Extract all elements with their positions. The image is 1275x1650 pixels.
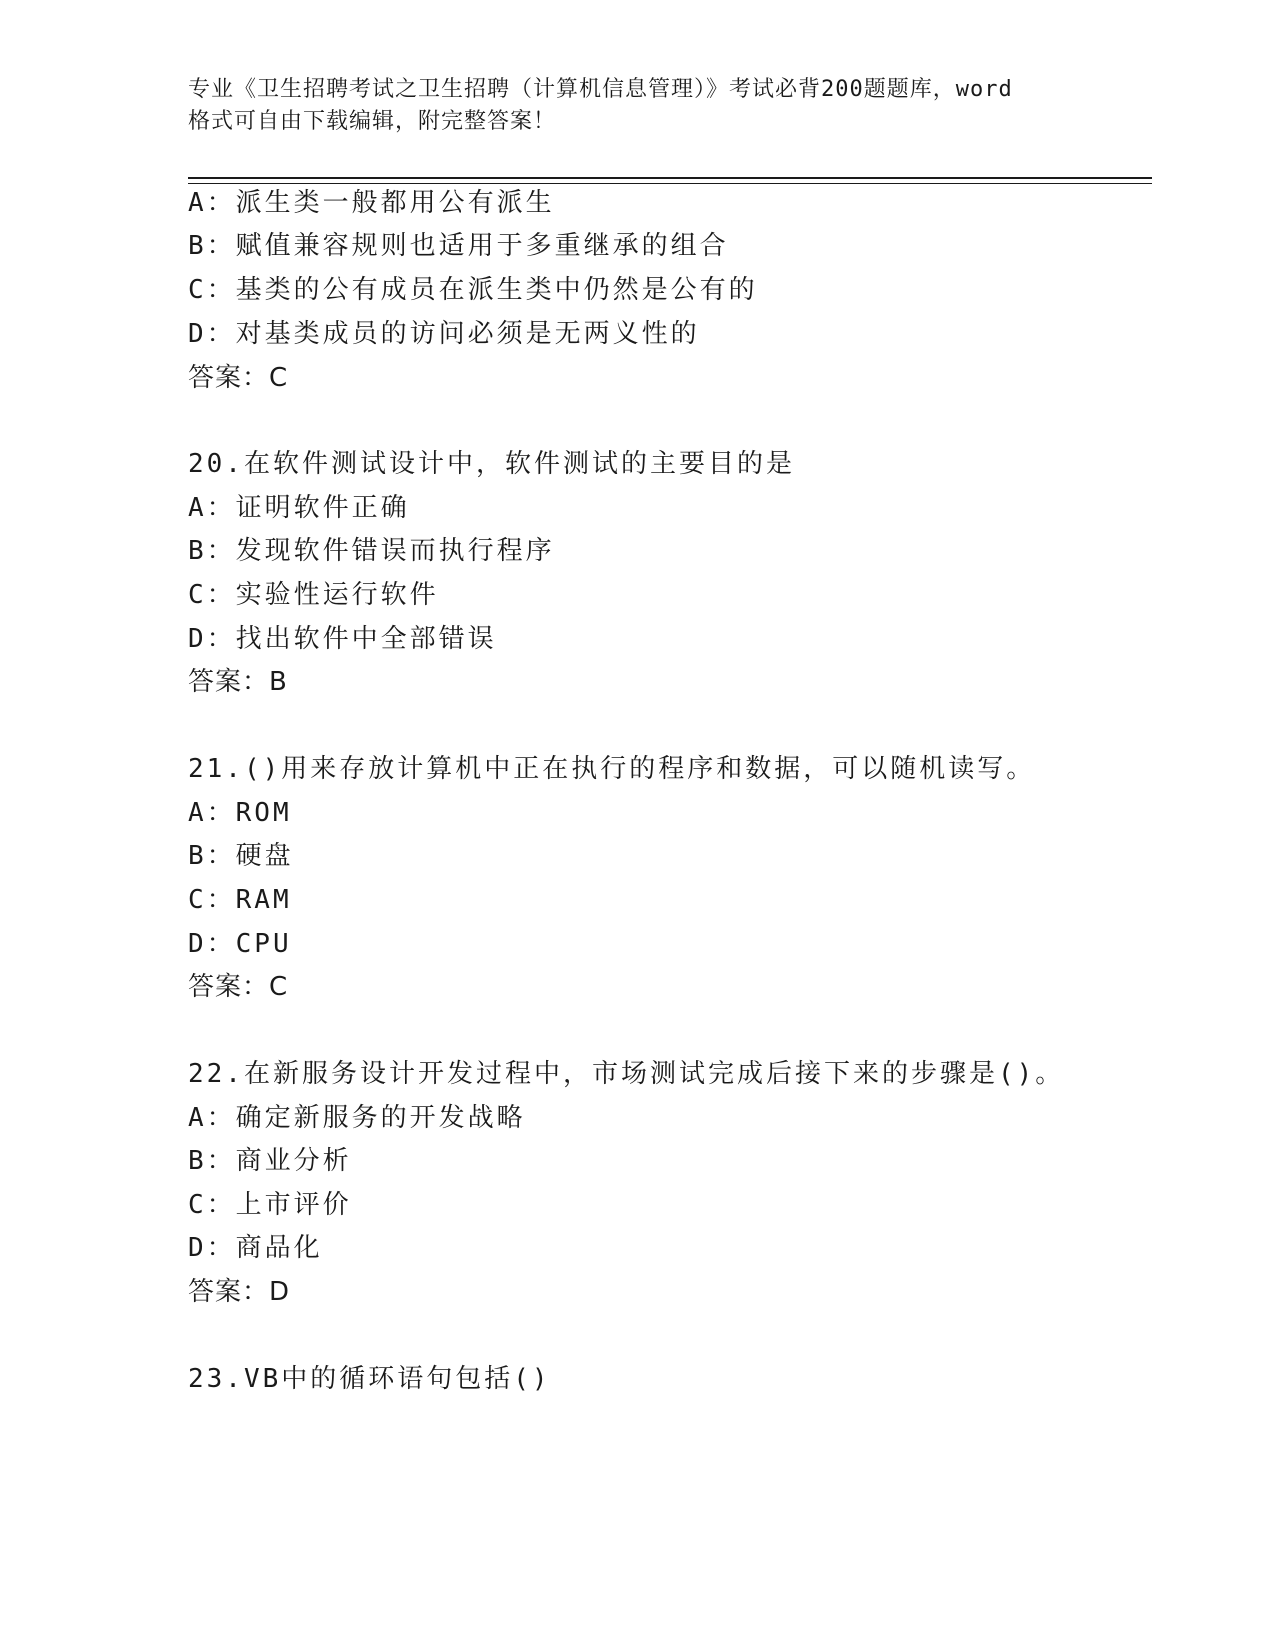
q21-question: 21.()用来存放计算机中正在执行的程序和数据，可以随机读写。: [188, 754, 1036, 784]
q20-question: 20.在软件测试设计中，软件测试的主要目的是: [188, 449, 795, 479]
header-divider-thin: [188, 183, 1152, 184]
q22-option-b: B：商业分析: [188, 1146, 352, 1176]
q20-answer: 答案：B: [188, 667, 288, 697]
q20-option-a: A：证明软件正确: [188, 493, 410, 523]
q22-option-a: A：确定新服务的开发战略: [188, 1103, 526, 1133]
q21-option-b: B：硬盘: [188, 841, 294, 871]
q21-option-a: A：ROM: [188, 798, 292, 828]
q22-question: 22.在新服务设计开发过程中，市场测试完成后接下来的步骤是()。: [188, 1059, 1065, 1089]
q21-option-c: C：RAM: [188, 885, 292, 915]
q20-option-c: C：实验性运行软件: [188, 580, 439, 610]
q19-option-a: A：派生类一般都用公有派生: [188, 188, 555, 218]
q20-option-b: B：发现软件错误而执行程序: [188, 536, 555, 566]
q19-option-d: D：对基类成员的访问必须是无两义性的: [188, 319, 700, 349]
q19-answer: 答案：C: [188, 363, 289, 393]
q19-option-b: B：赋值兼容规则也适用于多重继承的组合: [188, 231, 729, 261]
q23-question: 23.VB中的循环语句包括(): [188, 1364, 551, 1394]
q22-option-d: D：商品化: [188, 1233, 323, 1263]
q21-option-d: D：CPU: [188, 929, 292, 959]
header-divider-thick: [188, 177, 1152, 179]
q20-option-d: D：找出软件中全部错误: [188, 624, 497, 654]
header-line-2: 格式可自由下载编辑，附完整答案！: [188, 109, 557, 134]
q22-option-c: C：上市评价: [188, 1190, 352, 1220]
q22-answer: 答案：D: [188, 1277, 291, 1307]
q19-option-c: C：基类的公有成员在派生类中仍然是公有的: [188, 275, 758, 305]
q21-answer: 答案：C: [188, 972, 289, 1002]
document-header: [188, 74, 1088, 138]
header-line-1: 专业《卫生招聘考试之卫生招聘（计算机信息管理）》考试必背200题题库，word: [188, 77, 1013, 102]
